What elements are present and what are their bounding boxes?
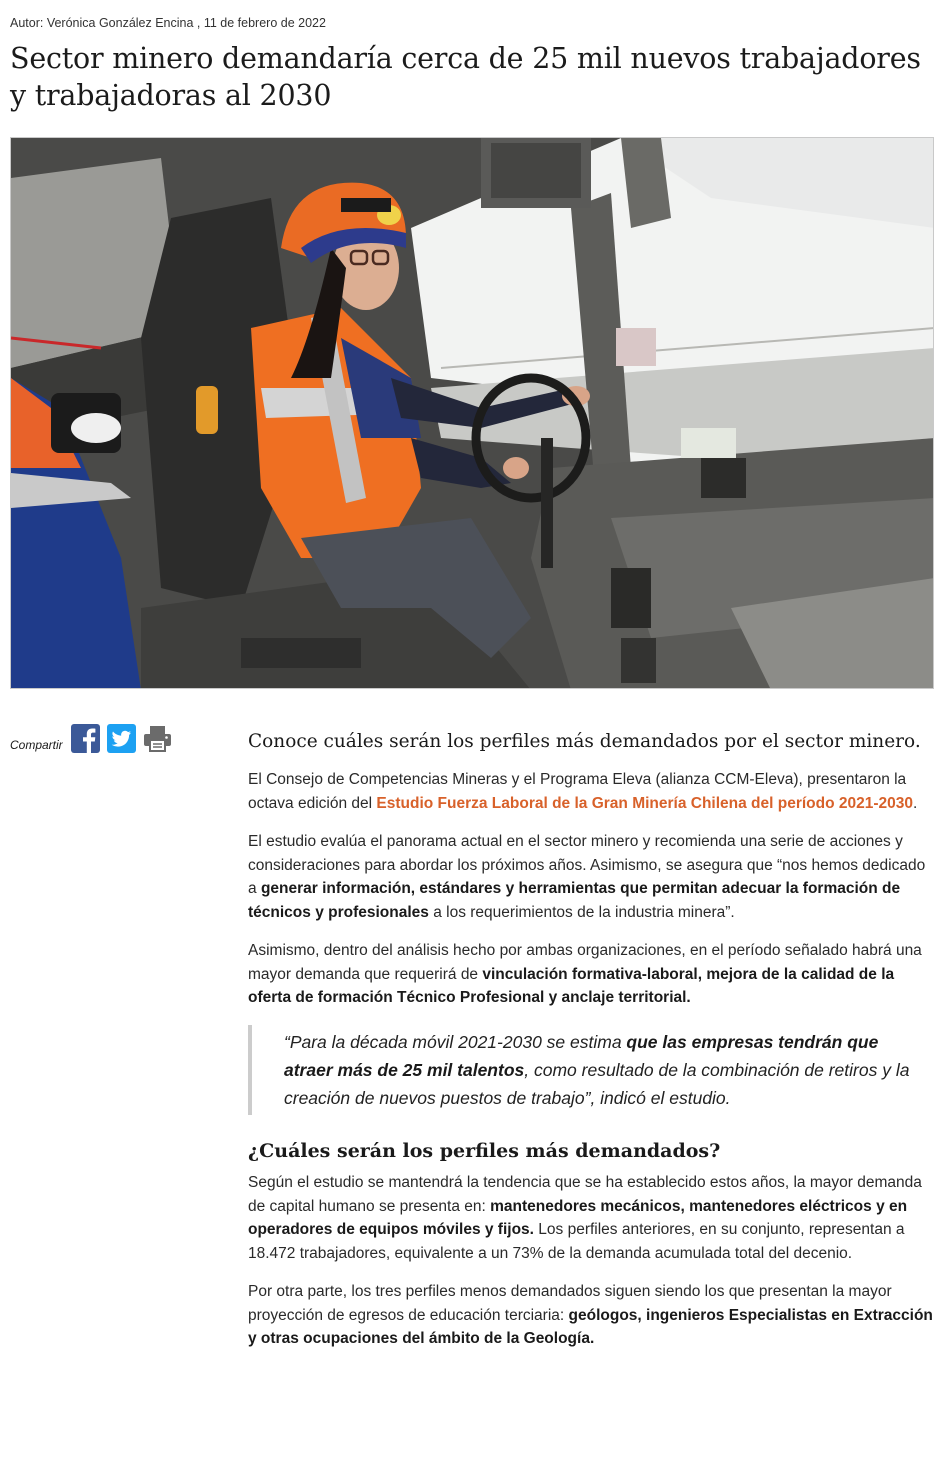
facebook-icon[interactable] [71,724,100,753]
article-title: Sector minero demandaría cerca de 25 mil nuevos trabajadores y trabajadoras al 2030 [10,42,921,112]
study-link[interactable]: Estudio Fuerza Laboral de la Gran Minería Chilena del período 2021-2030 [376,794,914,812]
paragraph-text: Según el estudio se mantendrá la tendencia que se ha establecido estos años, la mayor demanda de capital humano se presenta en: [248,1174,922,1215]
quote-text: “Para la década móvil 2021-2030 se estima [284,1031,627,1052]
mining-truck-driver-image [11,138,934,689]
paragraph-4 [248,1171,936,1265]
paragraph-text: Los perfiles anteriores, en su conjunto, representan a 18.472 trabajadores, equivalente a un 73% de la demanda acumulada total del decenio. [248,1221,905,1262]
hero-photo [10,137,934,689]
paragraph-text: Asimismo, dentro del análisis hecho por ambas organizaciones, en el período señalado habrá una mayor demanda que requerirá de [248,942,922,983]
paragraph-1 [248,768,936,815]
paragraph-text: Por otra parte, los tres perfiles menos demandados siguen siendo los que presentan la mayor proyección de egresos de educación terciaria: [248,1283,892,1324]
paragraph-text: a los requerimientos de la industria minera”. [428,903,735,921]
paragraph-5 [248,1280,936,1351]
paragraph-emphasis: geólogos, ingenieros Especialistas en Extracción y otras ocupaciones del ámbito de la Geología. [248,1306,933,1347]
twitter-icon[interactable] [107,724,136,753]
pull-quote [248,1025,936,1115]
share-bar [10,721,179,755]
quote-emphasis: que las empresas tendrán que atraer más de 25 mil talentos [284,1031,879,1080]
article-meta: Autor: Verónica González Encina , 11 de febrero de 2022 [10,16,326,30]
paragraph-3 [248,939,936,1010]
paragraph-text: . [913,794,918,812]
paragraph-2 [248,830,936,924]
quote-text: , como resultado de la combinación de retiros y la creación de nuevos puestos de trabajo”, indicó el estudio. [284,1059,910,1108]
article-lead: Conoce cuáles serán los perfiles más demandados por el sector minero. [248,731,921,752]
paragraph-emphasis: mantenedores mecánicos, mantenedores eléctricos y en operadores de equipos móviles y fijos. [248,1197,908,1238]
section-heading: ¿Cuáles serán los perfiles más demandados? [248,1139,721,1162]
paragraph-emphasis: vinculación formativa-laboral, mejora de la calidad de la oferta de formación Técnico Profesional y anclaje territorial. [248,965,895,1006]
paragraph-emphasis: generar información, estándares y herramientas que permitan adecuar la formación de técnicos y profesionales [248,880,901,921]
paragraph-text: El estudio evalúa el panorama actual en el sector minero y recomienda una serie de acciones y consideraciones para abordar los próximos años. Asimismo, se asegura que “nos hemos dedicado a [248,833,926,897]
share-label: Compartir [10,738,63,752]
print-icon[interactable] [143,724,172,753]
article-body [248,728,936,1366]
paragraph-text: El Consejo de Competencias Mineras y el Programa Eleva (alianza CCM-Eleva), presentaron la octava edición del [248,771,907,812]
